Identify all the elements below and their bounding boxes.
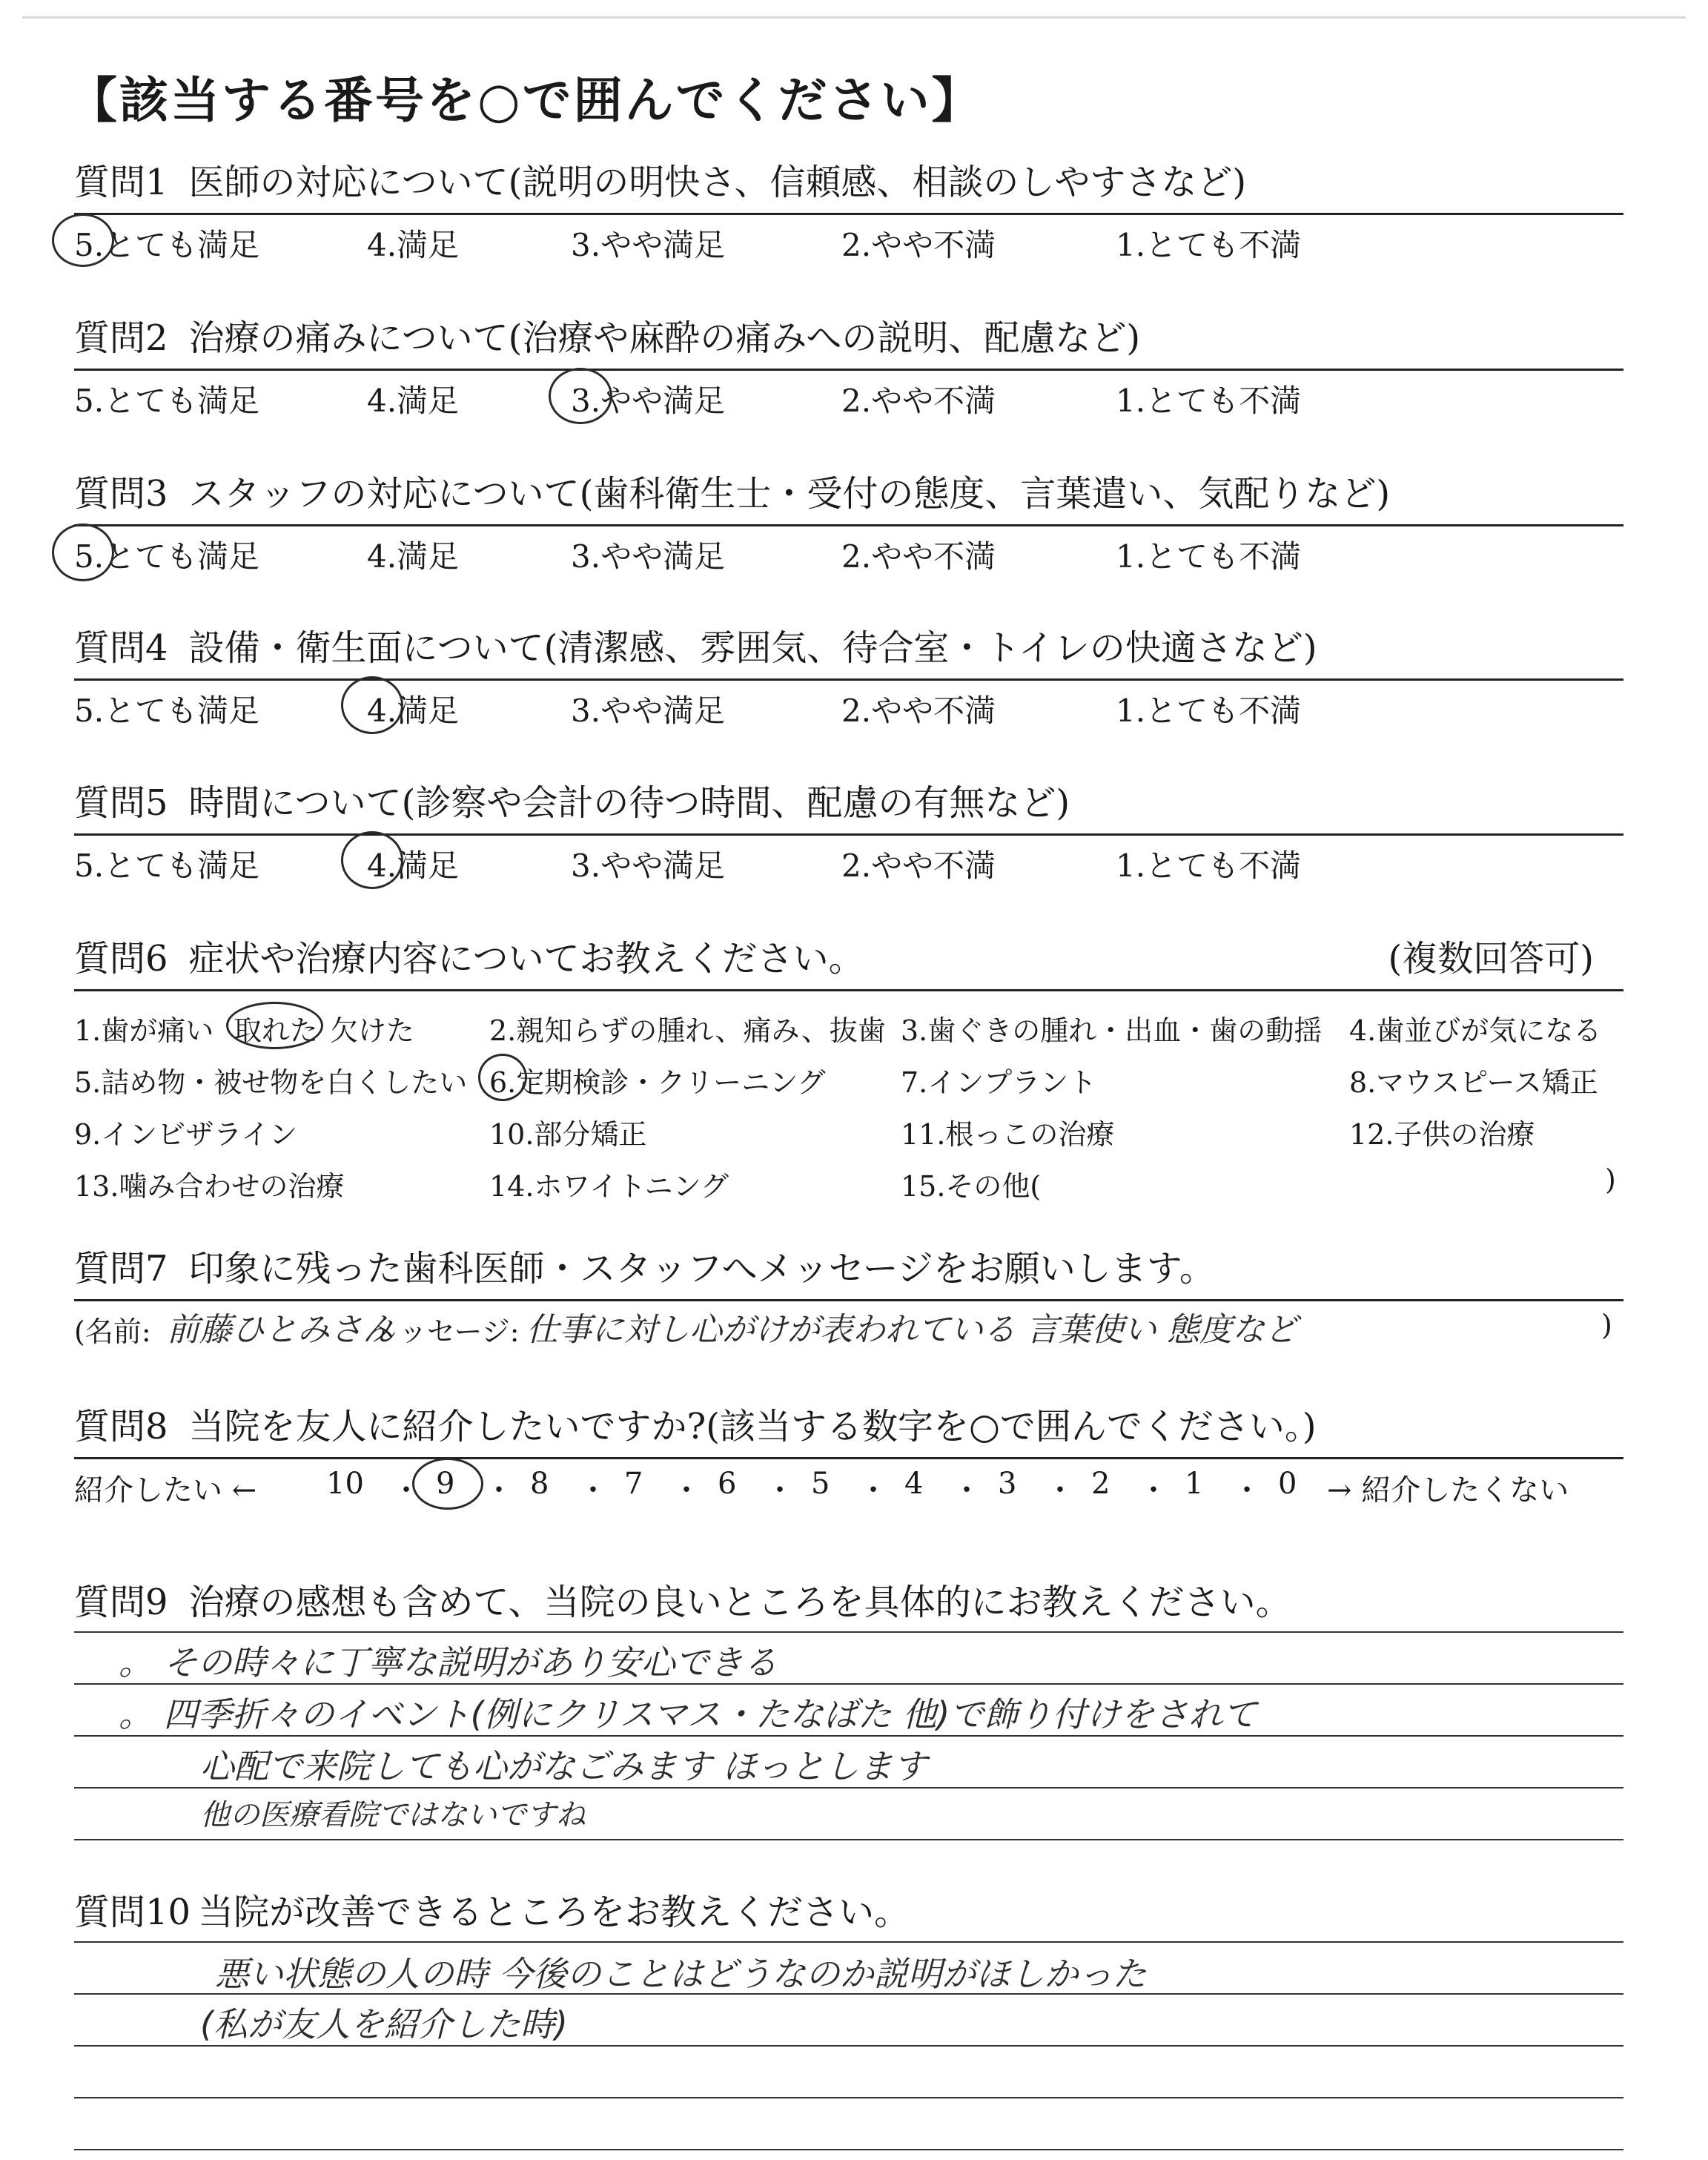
selected-circle-mark <box>478 1054 527 1101</box>
question-5 <box>74 780 1623 884</box>
question-title: 治療の痛みについて(治療や麻酔の痛みへの説明、配慮など) <box>188 317 1141 359</box>
option-toothache[interactable]: 1.歯が痛い <box>74 1014 214 1047</box>
question-title: 医師の対応について(説明の明快さ、信頼感、相談のしやすさなど) <box>188 162 1247 203</box>
handwriting-line-3: 心配で来院しても心がなごみます ほっとします <box>200 1746 927 1786</box>
multiple-answer-note: (複数回答可) <box>1388 938 1594 980</box>
option-1[interactable]: 1.とても不満 <box>1116 383 1302 419</box>
option-2[interactable]: 2.やや不満 <box>841 848 996 884</box>
scale-dot: ・ <box>1139 1473 1168 1507</box>
message-field[interactable] <box>74 1301 1623 1355</box>
scale-1[interactable]: 1 <box>1185 1467 1204 1501</box>
question-title: 当院を友人に紹介したいですか?(該当する数字を○で囲んでください。) <box>188 1406 1317 1447</box>
recommend-scale <box>74 1459 1623 1508</box>
top-border <box>22 16 1686 19</box>
name-handwriting: 前藤ひとみさん <box>167 1311 395 1349</box>
scale-dot: ・ <box>484 1473 514 1507</box>
option-bite[interactable]: 13.噛み合わせの治療 <box>74 1170 345 1203</box>
handwriting-line-1: 。 その時々に丁寧な説明があり安心できる <box>119 1642 778 1682</box>
option-1[interactable]: 1.とても不満 <box>1116 227 1302 263</box>
question-title: 症状や治療内容についてお教えください。 <box>188 938 864 980</box>
handwriting-line-1: 悪い状態の人の時 今後のことはどうなのか説明がほしかった <box>215 1954 1147 1994</box>
question-9 <box>74 1579 1623 1863</box>
question-number: 質問8 <box>74 1406 168 1447</box>
handwriting-line-4: 他の医療看院ではないですね <box>200 1798 586 1832</box>
option-2[interactable]: 2.やや不満 <box>841 383 996 419</box>
handwriting-line-2: 。 四季折々のイベント(例にクリスマス・たなばた 他)で飾り付けをされて <box>119 1694 1257 1734</box>
scale-3[interactable]: 3 <box>998 1467 1017 1501</box>
question-4 <box>74 625 1623 729</box>
answer-line <box>74 1631 1623 1633</box>
scale-dot: ・ <box>1045 1473 1075 1507</box>
option-2[interactable]: 2.やや不満 <box>841 693 996 729</box>
question-number: 質問2 <box>74 317 168 359</box>
option-1[interactable]: 1.とても不満 <box>1116 693 1302 729</box>
page-title: 【該当する番号を○で囲んでください】 <box>68 71 983 129</box>
option-4[interactable]: 4.満足 <box>367 538 460 575</box>
scale-right-label: → 紹介したくない <box>1327 1473 1569 1507</box>
question-6 <box>74 936 1623 1206</box>
question-title: 当院が改善できるところをお教えください。 <box>198 1892 910 1933</box>
question-number: 質問9 <box>74 1582 168 1623</box>
selected-circle-mark <box>412 1458 483 1510</box>
option-3[interactable]: 3.やや満足 <box>571 383 726 419</box>
scale-0[interactable]: 0 <box>1278 1467 1297 1501</box>
option-gums[interactable]: 3.歯ぐきの腫れ・出血・歯の動揺 <box>901 1014 1323 1047</box>
scale-dot: ・ <box>1232 1473 1262 1507</box>
option-5[interactable]: 5.とても満足 <box>74 848 260 884</box>
option-4[interactable]: 4.満足 <box>367 383 460 419</box>
option-5[interactable]: 5.とても満足 <box>74 227 260 263</box>
scale-dot: ・ <box>672 1473 701 1507</box>
selected-circle-mark <box>549 368 612 424</box>
option-mouthpiece[interactable]: 8.マウスピース矯正 <box>1349 1066 1598 1099</box>
scale-dot: ・ <box>391 1473 421 1507</box>
selected-circle-mark <box>341 676 403 734</box>
rating-options <box>74 371 1623 419</box>
question-title: スタッフの対応について(歯科衛生士・受付の態度、言葉遣い、気配りなど) <box>188 473 1391 515</box>
option-2[interactable]: 2.やや不満 <box>841 538 996 575</box>
option-invisalign[interactable]: 9.インビザライン <box>74 1118 298 1151</box>
scale-dot: ・ <box>578 1473 608 1507</box>
question-title: 時間について(診察や会計の待つ時間、配慮の有無など) <box>188 782 1070 824</box>
option-partial-ortho[interactable]: 10.部分矯正 <box>489 1118 647 1151</box>
option-teeth-whitening[interactable]: 14.ホワイトニング <box>489 1170 729 1203</box>
scale-10[interactable]: 10 <box>326 1467 364 1501</box>
option-3[interactable]: 3.やや満足 <box>571 693 726 729</box>
message-close-paren: ) <box>1601 1309 1612 1341</box>
rating-options <box>74 215 1623 263</box>
rating-options <box>74 526 1623 575</box>
option-3[interactable]: 3.やや満足 <box>571 848 726 884</box>
rating-options <box>74 681 1623 729</box>
option-5[interactable]: 5.とても満足 <box>74 693 260 729</box>
option-4[interactable]: 4.満足 <box>367 227 460 263</box>
answer-line <box>74 2097 1623 2098</box>
question-2 <box>74 315 1623 419</box>
question-number: 質問3 <box>74 473 168 515</box>
question-1 <box>74 159 1623 263</box>
scale-dot: ・ <box>765 1473 795 1507</box>
option-root-canal[interactable]: 11.根っこの治療 <box>901 1118 1115 1151</box>
option-5[interactable]: 5.とても満足 <box>74 383 260 419</box>
scale-2[interactable]: 2 <box>1091 1467 1110 1501</box>
message-label: メッセージ: <box>371 1315 520 1348</box>
option-4[interactable]: 4.満足 <box>367 848 460 884</box>
option-implant[interactable]: 7.インプラント <box>901 1066 1097 1099</box>
question-number: 質問7 <box>74 1248 168 1289</box>
question-number: 質問6 <box>74 938 168 980</box>
message-handwriting: 仕事に対し心がけが表われている 言葉使い 態度など <box>526 1311 1297 1349</box>
question-title: 設備・衛生面について(清潔感、雰囲気、待合室・トイレの快適さなど) <box>188 627 1317 669</box>
scale-7[interactable]: 7 <box>624 1467 643 1501</box>
option-checkup-cleaning[interactable]: 6.定期検診・クリーニング <box>489 1066 826 1099</box>
name-label: (名前: <box>74 1315 151 1348</box>
question-number: 質問5 <box>74 782 168 824</box>
option-wisdom-tooth[interactable]: 2.親知らずの腫れ、痛み、抜歯 <box>489 1014 886 1047</box>
selected-circle-mark <box>341 831 403 889</box>
option-5[interactable]: 5.とても満足 <box>74 538 260 575</box>
answer-area[interactable] <box>74 1625 1623 1863</box>
scale-8[interactable]: 8 <box>530 1467 549 1501</box>
question-10 <box>74 1889 1623 2158</box>
scale-6[interactable]: 6 <box>718 1467 737 1501</box>
option-came-off[interactable]: 取れた <box>234 1014 319 1047</box>
question-number: 質問1 <box>74 162 168 203</box>
option-chipped[interactable]: 欠けた <box>330 1014 415 1047</box>
option-2[interactable]: 2.やや不満 <box>841 227 996 263</box>
option-other[interactable]: 15.その他( <box>901 1170 1042 1203</box>
scale-left-label: 紹介したい ← <box>74 1473 257 1507</box>
option-3[interactable]: 3.やや満足 <box>571 538 726 575</box>
question-title: 印象に残った歯科医師・スタッフへメッセージをお願いします。 <box>188 1248 1215 1289</box>
option-4[interactable]: 4.満足 <box>367 693 460 729</box>
scale-dot: ・ <box>952 1473 982 1507</box>
scale-5[interactable]: 5 <box>811 1467 830 1501</box>
handwriting-line-2: (私が友人を紹介した時) <box>200 2004 568 2044</box>
answer-line <box>74 2149 1623 2150</box>
option-whitening-fillings[interactable]: 5.詰め物・被せ物を白くしたい <box>74 1066 468 1099</box>
option-child-treatment[interactable]: 12.子供の治療 <box>1349 1118 1535 1151</box>
answer-line <box>74 1941 1623 1943</box>
selected-circle-mark <box>52 524 114 581</box>
option-alignment[interactable]: 4.歯並びが気になる <box>1349 1014 1602 1047</box>
scale-9[interactable]: 9 <box>436 1467 455 1501</box>
rating-options <box>74 836 1623 884</box>
question-number: 質問4 <box>74 627 168 669</box>
other-close-paren: ) <box>1605 1163 1616 1196</box>
scale-dot: ・ <box>858 1473 888 1507</box>
selected-circle-mark <box>226 1002 323 1049</box>
option-1[interactable]: 1.とても不満 <box>1116 538 1302 575</box>
question-3 <box>74 471 1623 575</box>
option-3[interactable]: 3.やや満足 <box>571 227 726 263</box>
question-number: 質問10 <box>74 1892 191 1933</box>
question-title: 治療の感想も含めて、当院の良いところを具体的にお教えください。 <box>188 1582 1291 1623</box>
question-8 <box>74 1404 1623 1508</box>
answer-line <box>74 1839 1623 1840</box>
option-1[interactable]: 1.とても不満 <box>1116 848 1302 884</box>
symptom-options <box>74 991 1623 1206</box>
answer-area[interactable] <box>74 1935 1623 2158</box>
question-7 <box>74 1246 1623 1355</box>
scale-4[interactable]: 4 <box>904 1467 924 1501</box>
selected-circle-mark <box>52 214 114 267</box>
